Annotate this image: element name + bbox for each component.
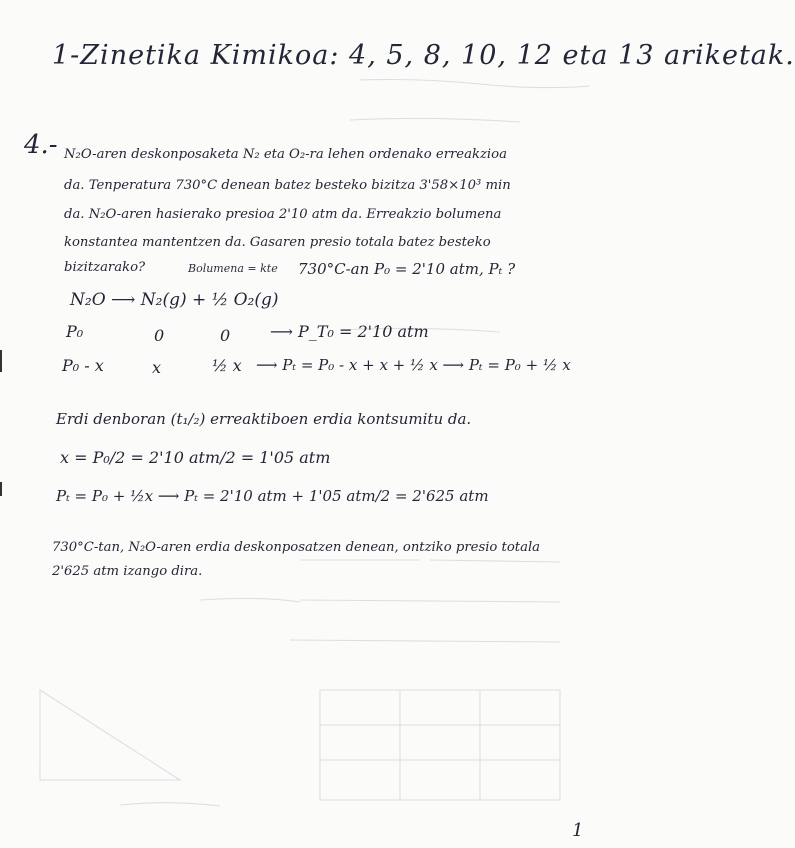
statement-line: da. N₂O-aren hasierako presioa 2'10 atm da. Erreakzio bolumena	[64, 207, 502, 222]
initial-n2: 0	[154, 326, 165, 345]
problem-number: 4.-	[24, 130, 58, 160]
change-o2: ½ x	[212, 356, 242, 375]
page-title: 1-Zinetika Kimikoa: 4, 5, 8, 10, 12 eta 13 ariketak.	[52, 40, 795, 71]
conditions-note: Bolumena = kte	[188, 262, 278, 275]
statement-line: da. Tenperatura 730°C denean batez besteko bizitza 3'58×10³ min	[64, 178, 511, 193]
given-data: 730°C-an P₀ = 2'10 atm, Pₜ ?	[298, 260, 516, 278]
conclusion-line: 730°C-tan, N₂O-aren erdia deskonposatzen denean, ontziko presio totala	[52, 540, 541, 555]
page-number: 1	[572, 820, 584, 841]
margin-mark	[0, 482, 2, 496]
change-n2: x	[152, 358, 162, 377]
x-calculation: x = P₀/2 = 2'10 atm/2 = 1'05 atm	[60, 448, 331, 467]
statement-line: bizitzarako?	[64, 260, 146, 275]
statement-line: konstantea mantentzen da. Gasaren presio totala batez besteko	[64, 235, 491, 250]
total-pressure-expression: ⟶ Pₜ = P₀ - x + x + ½ x ⟶ Pₜ = P₀ + ½ x	[256, 356, 571, 374]
statement-line: N₂O-aren deskonposaketa N₂ eta O₂-ra lehen ordenako erreakzioa	[64, 147, 507, 162]
reaction-equation: N₂O ⟶ N₂(g) + ½ O₂(g)	[70, 290, 279, 310]
margin-mark	[0, 350, 2, 372]
change-n2o: P₀ - x	[62, 356, 104, 375]
initial-total: ⟶ P_T₀ = 2'10 atm	[270, 322, 429, 341]
pt-calculation: Pₜ = P₀ + ½x ⟶ Pₜ = 2'10 atm + 1'05 atm/2 = 2'625 atm	[56, 487, 489, 505]
half-life-intro: Erdi denboran (t₁/₂) erreaktiboen erdia kontsumitu da.	[56, 410, 472, 428]
initial-p0: P₀	[66, 322, 84, 341]
conclusion-line: 2'625 atm izango dira.	[52, 564, 203, 579]
initial-o2: 0	[220, 326, 231, 345]
